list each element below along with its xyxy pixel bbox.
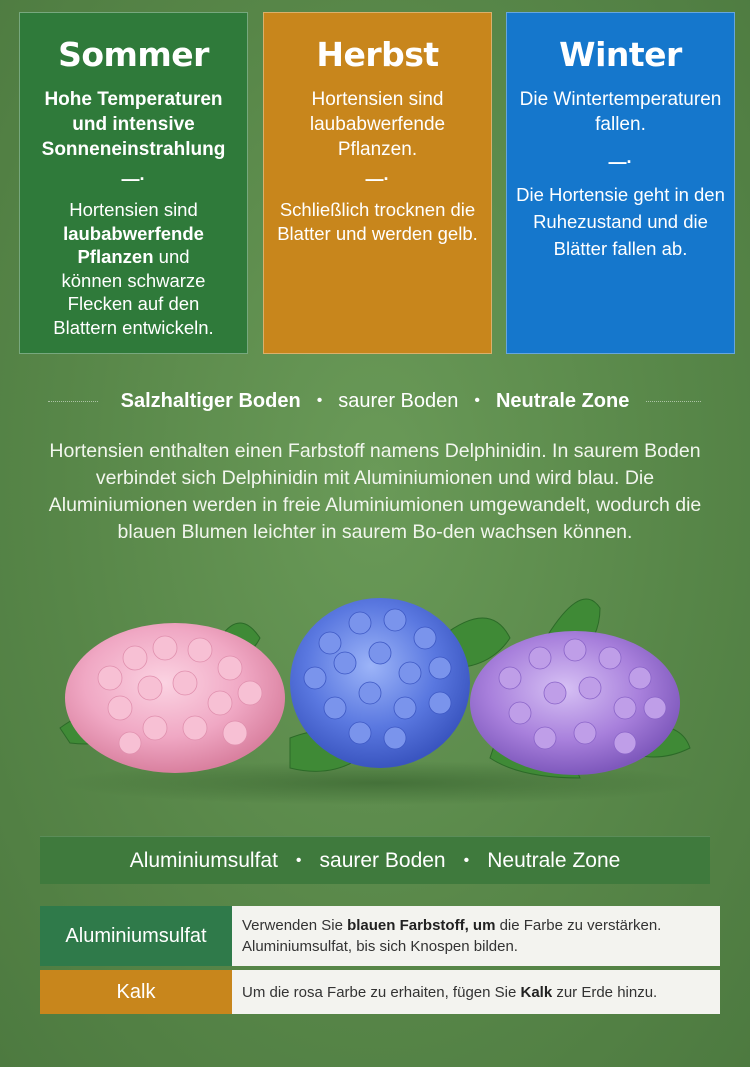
row-description-line: Aluminiumsulfat, bis sich Knospen bilden. bbox=[242, 938, 518, 955]
row-label: Kalk bbox=[40, 970, 232, 1014]
bullet: • bbox=[316, 392, 323, 409]
pink-hydrangea bbox=[65, 623, 285, 773]
card-body-text: Hortensien sind bbox=[69, 199, 198, 220]
card-body: Die Hortensie geht in den Ruhezustand und die Blätter fallen ab. bbox=[516, 184, 725, 259]
row-description bbox=[232, 970, 720, 1014]
soil-item-salty: Salzhaltiger Boden bbox=[120, 389, 301, 412]
bullet: • bbox=[474, 392, 480, 409]
desc-text: zur Erde hinzu. bbox=[552, 983, 658, 1001]
card-body-bold: laubabwerfende Pflanzen bbox=[63, 222, 204, 267]
soil-band bbox=[40, 836, 710, 884]
separator: —· bbox=[121, 169, 146, 189]
soil-item-acid: saurer Boden bbox=[338, 389, 459, 412]
dotted-line bbox=[48, 401, 98, 402]
bullet: • bbox=[295, 851, 302, 869]
description-paragraph: Hortensien enthalten einen Farbstoff namens Delphinidin. In saurem Boden verbindet sich Delphinidin mit Aluminiumionen und wird blau. Die Aluminiumionen werden in freie Aluminiumionen umgewandelt, wodurch die blauen Blumen leichter in saurem Bo-den wachsen können. bbox=[48, 440, 702, 543]
card-winter bbox=[506, 12, 735, 354]
blue-hydrangea bbox=[290, 598, 470, 768]
desc-text: Verwenden Sie bbox=[242, 917, 348, 934]
band-item-neutral: Neutrale Zone bbox=[487, 848, 621, 872]
card-body bbox=[20, 198, 247, 339]
hydrangea-illustration bbox=[40, 578, 720, 808]
separator: —· bbox=[365, 169, 390, 189]
card-body-text: und bbox=[158, 246, 190, 267]
dotted-line bbox=[646, 401, 701, 402]
row-description-line bbox=[242, 982, 710, 1003]
card-lead: Die Wintertemperaturen fallen. bbox=[519, 89, 722, 135]
card-body-text: können schwarze Flecken auf den Blattern entwickeln. bbox=[53, 269, 214, 338]
table-row-aluminiumsulfat bbox=[40, 906, 720, 966]
separator: —· bbox=[608, 152, 633, 172]
desc-text: die Farbe zu verstärken. bbox=[495, 917, 662, 934]
violet-hydrangea bbox=[470, 631, 680, 775]
soil-item-neutral: Neutrale Zone bbox=[495, 389, 630, 412]
card-herbst bbox=[263, 12, 492, 354]
desc-text: Um die rosa Farbe zu erhaiten, fügen Sie bbox=[242, 983, 521, 1001]
desc-bold: Kalk bbox=[520, 983, 553, 1001]
bullet: • bbox=[463, 851, 470, 869]
band-item-acid: saurer Boden bbox=[319, 848, 446, 872]
card-title: Herbst bbox=[316, 35, 439, 74]
card-sommer bbox=[19, 12, 248, 354]
card-title: Winter bbox=[559, 35, 682, 74]
row-description-line bbox=[242, 915, 710, 936]
desc-bold: blauen Farbstoff, um bbox=[347, 917, 496, 934]
row-label: Aluminiumsulfat bbox=[40, 906, 232, 966]
soil-divider-row bbox=[0, 386, 750, 416]
card-lead: Hohe Temperaturen und intensive Sonneneinstrahlung bbox=[41, 89, 226, 160]
card-lead: Hortensien sind laubabwerfende Pflanzen. bbox=[309, 89, 446, 160]
row-description bbox=[232, 906, 720, 966]
card-title: Sommer bbox=[58, 35, 209, 74]
table-row-kalk bbox=[40, 970, 720, 1014]
band-item-aluminium: Aluminiumsulfat bbox=[129, 848, 278, 872]
card-body: Schließlich trocknen die Blatter und werden gelb. bbox=[277, 199, 478, 244]
